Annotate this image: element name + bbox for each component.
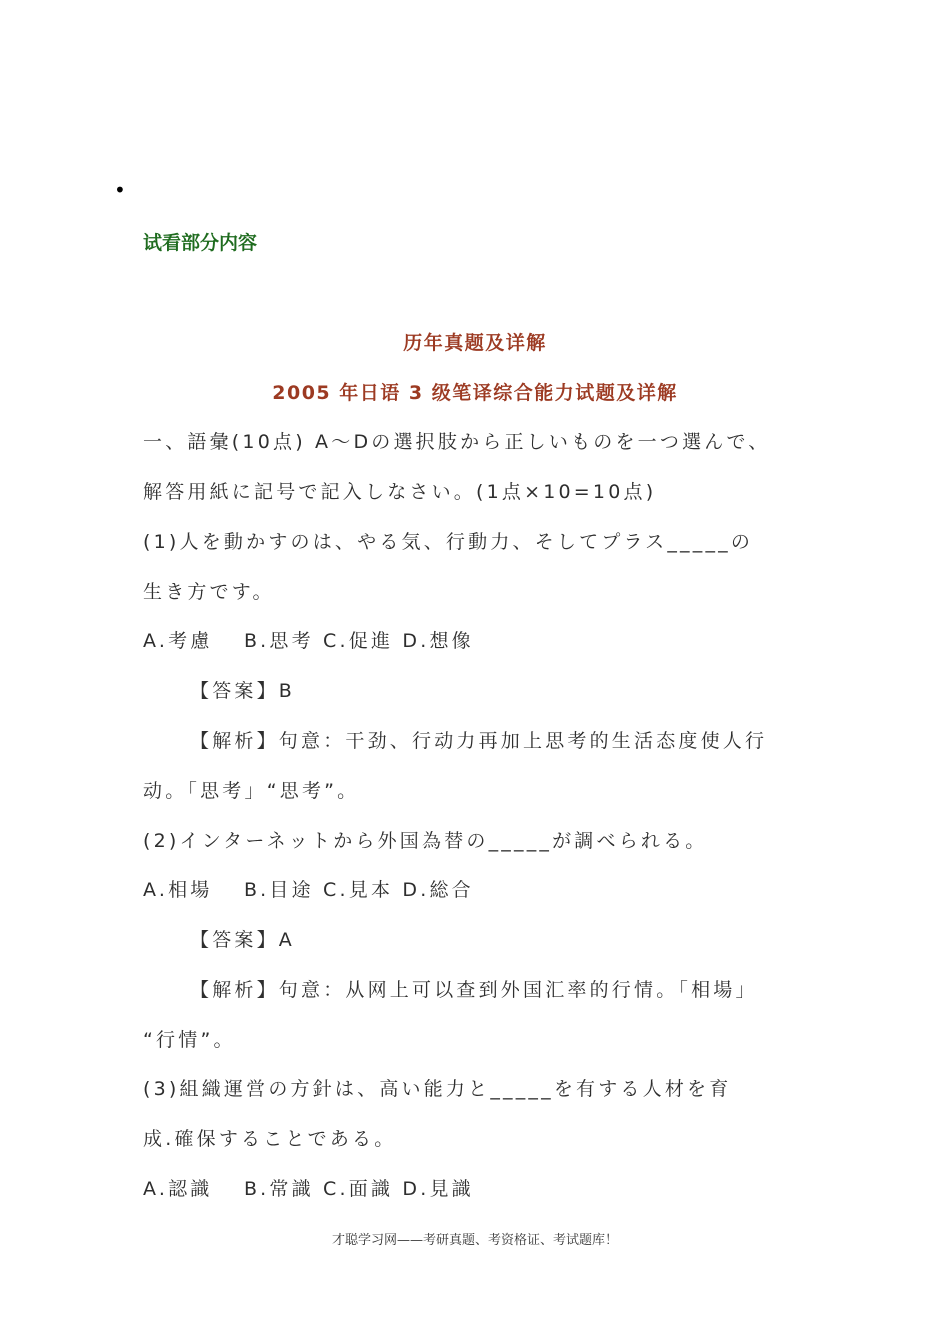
question-2-answer: 【答案】A (190, 929, 295, 951)
question-3-line-1: (3)組織運営の方針は、高い能力と_____を有する人材を育 (143, 1078, 732, 1100)
page-subtitle: 2005 年日语 3 级笔译综合能力试题及详解 (272, 382, 678, 404)
question-1-explanation-line-2: 动。「思考」“思考”。 (143, 780, 360, 802)
question-1-line-2: 生き方です。 (143, 581, 275, 603)
question-2-explanation-line-1: 【解析】句意：从网上可以查到外国汇率的行情。「相場」 (190, 979, 758, 1001)
question-2-options: A.相場 B.目途 C.見本 D.総合 (143, 879, 474, 901)
list-bullet: • (114, 178, 126, 202)
preview-label: 试看部分内容 (143, 232, 258, 254)
page-title: 历年真题及详解 (403, 332, 547, 354)
section-instruction-line-2: 解答用紙に記号で記入しなさい。(1点×10=10点) (143, 481, 657, 503)
section-instruction-line-1: 一、語彙(10点) A～Dの選択肢から正しいものを一つ選んで、 (143, 431, 771, 453)
question-1-line-1: (1)人を動かすのは、やる気、行動力、そしてプラス_____の (143, 531, 754, 553)
page-footer: 才聪学习网——考研真题、考资格证、考试题库！ (331, 1233, 618, 1248)
question-1-options: A.考慮 B.思考 C.促進 D.想像 (143, 630, 474, 652)
question-1-answer: 【答案】B (190, 680, 296, 702)
question-3-options: A.認識 B.常識 C.面識 D.見識 (143, 1178, 474, 1200)
question-1-explanation-line-1: 【解析】句意：干劲、行动力再加上思考的生活态度使人行 (190, 730, 768, 752)
question-3-line-2: 成.確保することである。 (143, 1128, 397, 1150)
question-2-line-1: (2)インターネットから外国為替の_____が調べられる。 (143, 830, 708, 852)
question-2-explanation-line-2: “行情”。 (143, 1029, 236, 1051)
